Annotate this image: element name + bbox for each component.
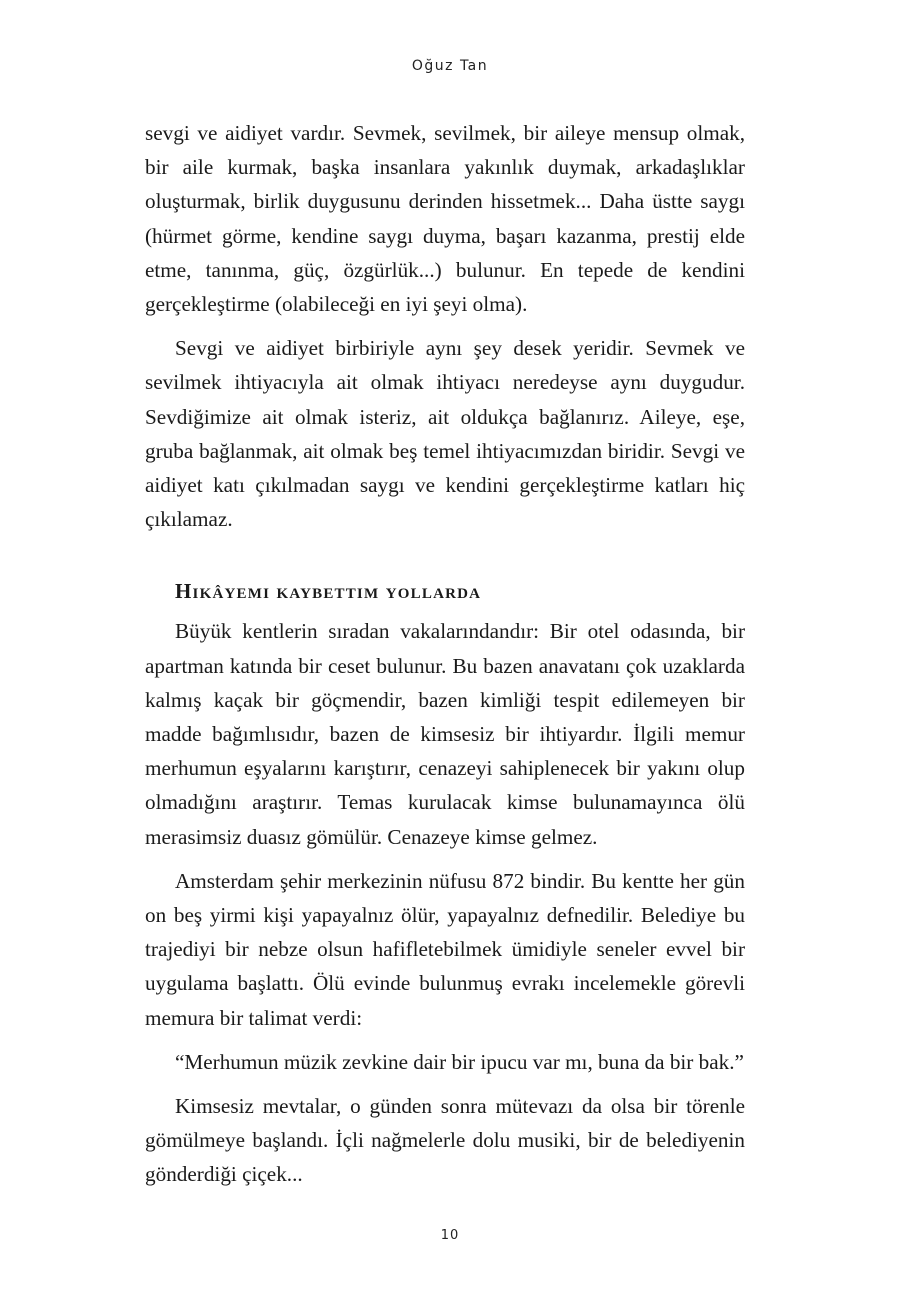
section-paragraph-2: Amsterdam şehir merkezinin nüfusu 872 bindir. Bu kentte her gün on beş yirmi kişi yapayalnız ölür, yapayalnız defnedilir. Belediye bu trajediyi bir nebze olsun hafifletebilmek ümidiyle seneler evvel bir uygulama başlattı. Ölü evinde bulunmuş evrakı incelemekle görevli memura bir talimat verdi:	[145, 868, 745, 1030]
paragraph-top-1: sevgi ve aidiyet vardır. Sevmek, sevilmek, bir aileye mensup olmak, bir aile kurmak, başka insanlara yakınlık duymak, arkadaşlıklar oluşturmak, birlik duygusunu derinden hissetmek... Daha üstte saygı (hürmet görme, kendine saygı duyma, başarı kazanma, prestij elde etme, tanınma, güç, özgürlük...) bulunur. En tepede de kendini gerçekleştirme (olabileceği en iyi şeyi olma).	[145, 121, 745, 317]
page-number: 10	[440, 1228, 460, 1243]
section-heading: Hikâyemi kaybettim yollarda	[175, 579, 482, 604]
paragraph-top-2: Sevgi ve aidiyet birbiriyle aynı şey desek yeridir. Sevmek ve sevilmek ihtiyacıyla ait olmak ihtiyacı neredeyse aynı duygudur. Sevdiğimize ait olmak isteriz, ait oldukça bağlanırız. Aileye, eşe, gruba bağlanmak, ait olmak beş temel ihtiyacımızdan biridir. Sevgi ve aidiyet katı çıkılmadan saygı ve kendini gerçekleştirme katları hiç çıkılamaz.	[145, 336, 745, 532]
section-paragraph-1: Büyük kentlerin sıradan vakalarındandır: Bir otel odasında, bir apartman katında bir ceset bulunur. Bu bazen anavatanı çok uzaklarda kalmış kaçak bir göçmendir, bazen kimliği tespit edilemeyen bir madde bağımlısıdır, bazen de kimsesiz bir ihtiyardır. İlgili memur merhumun eşyalarını karıştırır, cenazeyi sahiplenecek bir yakını olup olmadığını araştırır. Temas kurulacak kimse bulunamayınca ölü merasimsiz duasız gömülür. Cenazeye kimse gelmez.	[145, 619, 745, 849]
section-paragraph-4: Kimsesiz mevtalar, o günden sonra mütevazı da olsa bir törenle gömülmeye başlandı. İçli nağmelerle dolu musiki, bir de belediyenin gönderdiği çiçek...	[145, 1094, 745, 1187]
section-quote: “Merhumun müzik zevkine dair bir ipucu var mı, buna da bir bak.”	[175, 1049, 744, 1074]
running-header-author: Oğuz Tan	[411, 58, 489, 74]
page-body	[145, 116, 745, 1202]
